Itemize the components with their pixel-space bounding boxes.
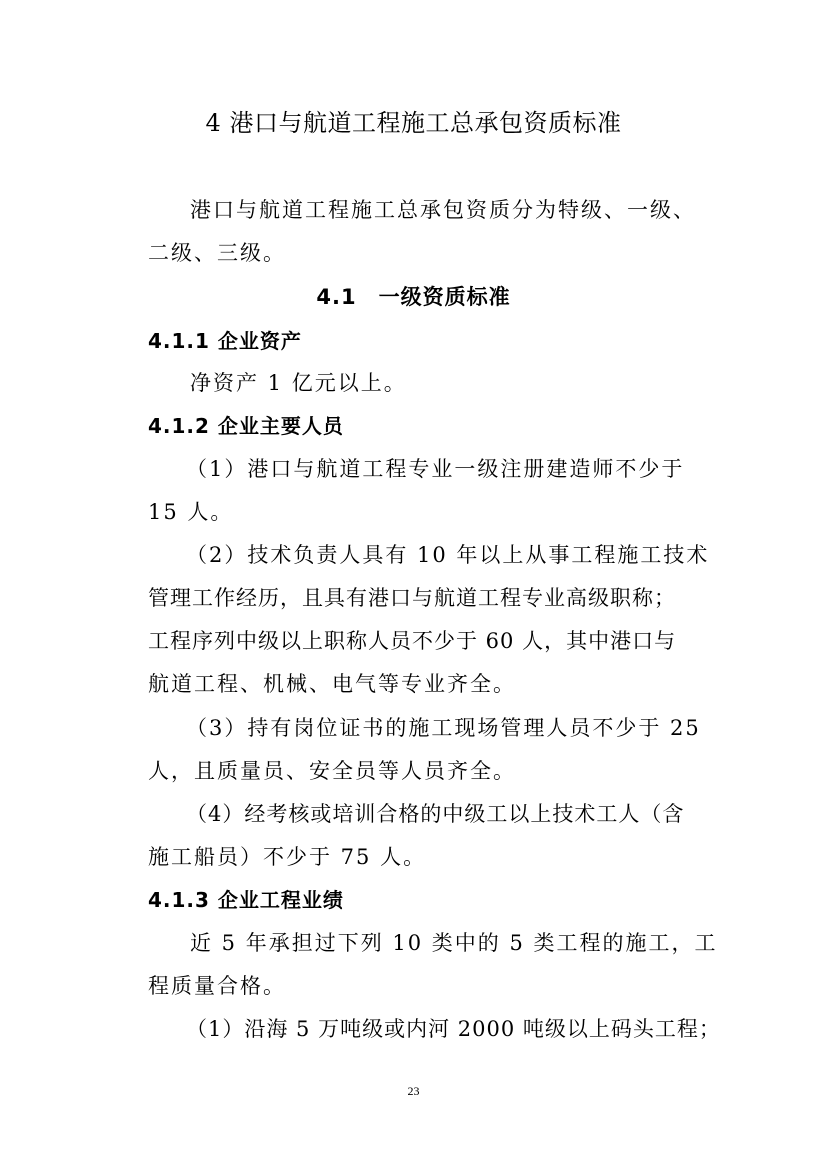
performance-item-1: （1）沿海 5 万吨级或内河 2000 吨级以上码头工程； xyxy=(186,1017,721,1041)
page-title: 4 港口与航道工程施工总承包资质标准 xyxy=(205,109,622,137)
personnel-item-2-line-2: 管理工作经历，且具有港口与航道工程专业高级职称； xyxy=(148,586,676,610)
personnel-item-1-line-1: （1）港口与航道工程专业一级注册建造师不少于 xyxy=(186,457,685,481)
personnel-item-4-line-1: （4）经考核或培训合格的中级工以上技术工人（含 xyxy=(186,802,685,826)
section-heading-4-1: 4.1 一级资质标准 xyxy=(316,285,511,309)
subsection-heading-4-1-3: 4.1.3 企业工程业绩 xyxy=(148,888,344,912)
performance-text-line-2: 程质量合格。 xyxy=(148,974,286,998)
personnel-item-2-line-4: 航道工程、机械、电气等专业齐全。 xyxy=(148,672,516,696)
personnel-item-2-line-1: （2）技术负责人具有 10 年以上从事工程施工技术 xyxy=(186,543,710,567)
performance-text-line-1: 近 5 年承担过下列 10 类中的 5 类工程的施工，工 xyxy=(190,931,718,955)
personnel-item-3-line-1: （3）持有岗位证书的施工现场管理人员不少于 25 xyxy=(186,716,701,740)
paragraph-net-assets: 净资产 1 亿元以上。 xyxy=(190,371,407,395)
subsection-heading-4-1-2: 4.1.2 企业主要人员 xyxy=(148,414,344,438)
personnel-item-4-line-2: 施工船员）不少于 75 人。 xyxy=(148,845,427,869)
intro-line-2: 二级、三级。 xyxy=(148,241,286,265)
page-number: 23 xyxy=(407,1084,420,1098)
personnel-item-1-line-2: 15 人。 xyxy=(148,500,234,524)
subsection-heading-4-1-1: 4.1.1 企业资产 xyxy=(148,329,302,353)
personnel-item-2-line-3: 工程序列中级以上职称人员不少于 60 人，其中港口与 xyxy=(148,629,677,653)
intro-line-1: 港口与航道工程施工总承包资质分为特级、一级、 xyxy=(190,198,696,222)
personnel-item-3-line-2: 人，且质量员、安全员等人员齐全。 xyxy=(148,759,516,783)
